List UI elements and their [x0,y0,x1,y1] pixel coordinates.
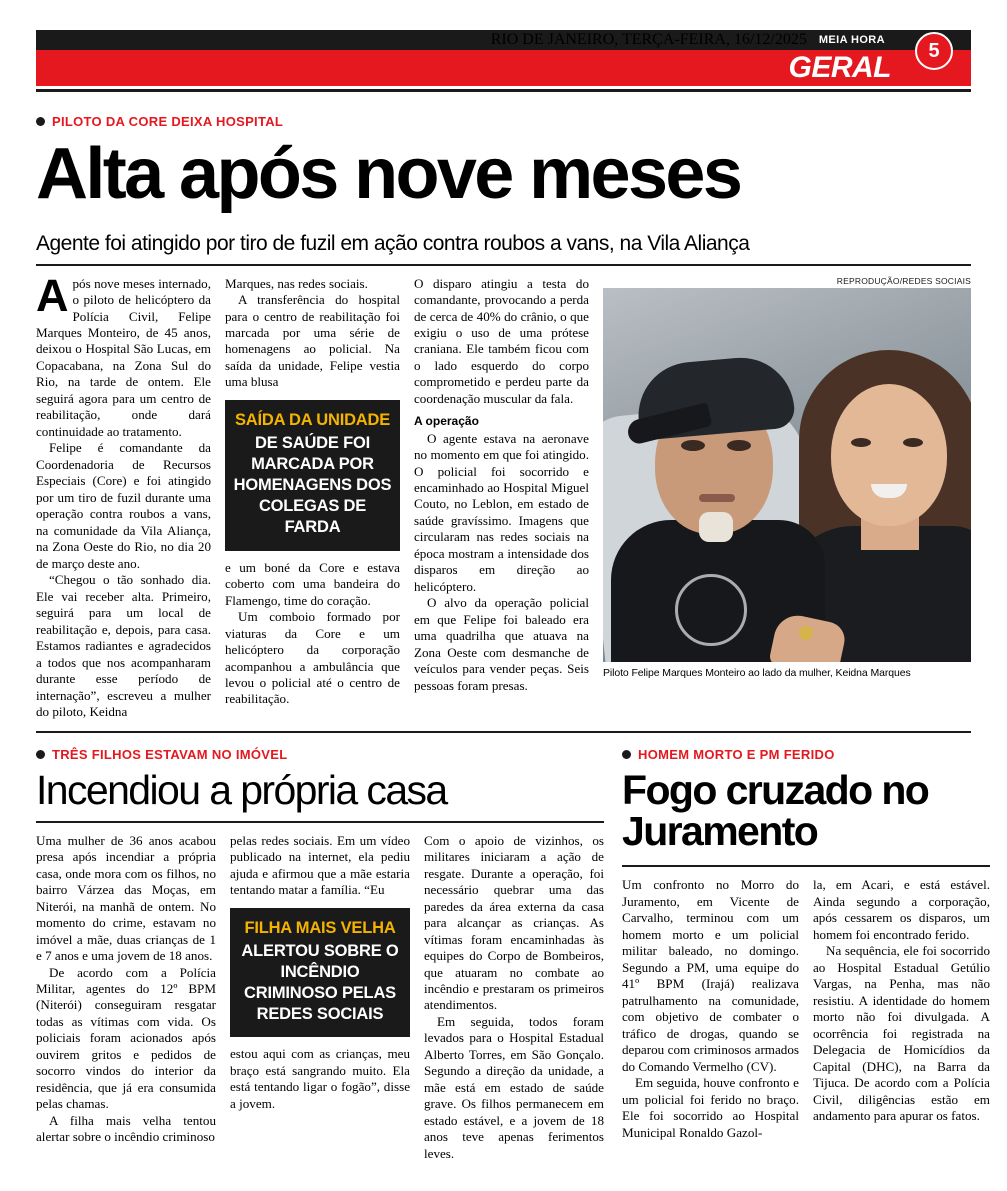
lead-paragraph: Felipe é comandante da Coordenadoria de Recursos Especiais (Core) e foi atingido por um tiro de fuzil durante uma operação contra roubos a vans, na comunidade da Vila Aliança, na Zona Oeste do Rio, no dia 20 de março deste ano. [36,440,211,571]
story2-pull-quote-highlight: FILHA MAIS VELHA [244,918,396,937]
photo-ring [799,626,813,640]
story3-rule [622,865,990,867]
story3-paragraph: Na sequência, ele foi socorrido ao Hospital Estadual Getúlio Vargas, na Penha, mas não resistiu. A identidade do homem morto não foi divulgada. A ocorrência foi registrada na Delegacia de Homicídios da Capital (DHC), na Barra da Tijuca. De acordo com a Polícia Civil, diligências estão em andamento para apurar os fatos. [813,943,990,1124]
story2-columns [36,833,604,1163]
lead-paragraph: O alvo da operação policial em que Felipe foi baleado era uma quadrilha que atuava na Zona Oeste com desmanche de veículos para vender peças. Seis pessoas foram presas. [414,595,589,693]
story2-headline: Incendiou a própria casa [36,766,447,813]
bottom-stories [36,746,990,1163]
lead-columns [36,269,971,721]
photo-shirt-logo [675,574,747,646]
story2-column-2 [230,833,410,1163]
story3-columns [622,877,990,1141]
pull-quote-text: DE SAÚDE FOI MARCADA POR HOMENAGENS DOS COLEGAS DE FARDA [233,434,392,537]
lead-paragraph: O disparo atingiu a testa do comandante, provocando a perda de cerca de 40% do crânio, o que exigiu o uso de uma prótese craniana. Ele também ficou com o lado esquerdo do corpo comprometido e perdeu parte da coordenação muscular da fala. [414,275,589,406]
story2-rule [36,821,604,823]
photo-man-eye-left [681,440,705,451]
story2-kicker [36,747,604,762]
photo-man-mouth [699,494,735,502]
bullet-icon [622,750,631,759]
story3-kicker [622,747,990,762]
story3-paragraph: Um confronto no Morro do Juramento, em Vicente de Carvalho, terminou com um homem morto e um policial militar baleado, no domingo. Segundo a PM, uma equipe do 41º BPM (Irajá) realizava patrulhamento na comunidade, com objetivo de combater o tráfico de drogas, quando se deparou com criminosos armados do Comando Vermelho (CV). [622,877,799,1074]
masthead [36,30,971,92]
lead-paragraph: O agente estava na aeronave no momento em que foi atingido. O policial foi socorrido e encaminhado ao Hospital Miguel Couto, no Leblon, em estado de saúde gravíssimo. Imagens que circularam nas redes sociais na época mostram a intensidade dos disparos em direção ao helicóptero. [414,430,589,594]
photo-caption: Piloto Felipe Marques Monteiro ao lado da mulher, Keidna Marques [603,666,911,679]
pull-quote-highlight: SAÍDA DA UNIDADE [234,410,391,429]
lead-column-2 [225,276,400,721]
lead-story [36,114,971,721]
pull-quote-box [225,400,400,551]
story2-kicker-label: TRÊS FILHOS ESTAVAM NO IMÓVEL [52,746,288,762]
lead-rule [36,264,971,266]
story3-column-2 [813,877,990,1141]
story3-headline: Fogo cruzado no Juramento [622,766,929,855]
story2-pull-quote-box [230,908,410,1038]
story3-paragraph: la, em Acari, e está estável. Ainda segundo a corporação, após cessarem os disparos, um homem foi encontrado ferido. [813,877,990,942]
story-2 [36,747,604,1163]
story2-paragraph: A filha mais velha tentou alertar sobre o incêndio criminoso [36,1112,216,1145]
section-title: GERAL [788,51,891,84]
photo-woman-eye-left [851,438,871,447]
lead-column-1 [36,269,211,721]
page-number-badge: 5 [915,32,953,70]
lead-kicker [36,114,971,129]
story2-paragraph: pelas redes sociais. Em um vídeo publicado na internet, ela pediu ajuda e afirmou que a mãe estaria tentando matar a família. “Eu [230,832,410,898]
lead-paragraph: e um boné da Core e estava coberto com uma bandeira do Flamengo, time do coração. [225,559,400,608]
story-3 [622,747,990,1163]
story3-paragraph: Em seguida, houve confronto e um policial foi ferido no braço. Ele foi socorrido ao Hospital Municipal Ronaldo Gazol- [622,1075,799,1140]
lead-headline: Alta após nove meses [36,134,741,214]
lead-paragraph: Marques, nas redes sociais. [225,275,368,291]
story2-pull-quote-text: ALERTOU SOBRE O INCÊNDIO CRIMINOSO PELAS REDES SOCIAIS [241,941,399,1023]
story2-column-3 [424,833,604,1163]
lead-kicker-label: PILOTO DA CORE DEIXA HOSPITAL [52,114,284,129]
lead-subsection-title: A operação [414,414,479,429]
masthead-rule [36,89,971,92]
story2-paragraph: Com o apoio de vizinhos, os militares iniciaram a ação de resgate. Durante a operação, foi necessário quebrar uma das paredes da área externa da casa para alcançar as crianças. As vítimas foram encaminhadas às equipes do Corpo de Bombeiros, que atuaram no combate ao incêndio e prestaram os primeiros atendimentos. [424,832,604,1013]
story2-column-1 [36,833,216,1163]
masthead-date: RIO DE JANEIRO, TERÇA-FEIRA, 16/12/2025 [490,31,807,48]
story2-paragraph: Em seguida, todos foram levados para o Hospital Estadual Alberto Torres, em São Gonçalo. Segundo a direção da unidade, a mãe está em estado de saúde grave. Os filhos permanecem em estado estável, e a jovem de 18 anos teve apenas ferimentos leves. [424,1013,604,1161]
photo-man-eye-right [727,440,751,451]
bullet-icon [36,750,45,759]
lead-paragraph: “Chegou o tão sonhado dia. Ele vai receber alta. Primeiro, seguirá para um local de reabilitação e, depois, para casa. Estamos radiantes e agradecidos a todos que nos acompanharam durante esse período de internação”, escreveu a mulher do piloto, Keidna [36,572,211,720]
photo-tracheostomy-tube [699,512,733,542]
lead-photo-block [603,276,971,721]
lead-column-3 [414,276,589,721]
newspaper-page [0,30,1007,1191]
story2-paragraph: Uma mulher de 36 anos acabou presa após incendiar a própria casa, onde mora com os filhos, no bairro Várzea das Moças, em Niterói, na manhã de ontem. No momento do crime, estavam no imóvel a mãe, duas crianças de 1 e 7 anos e uma jovem de 18 anos. [36,832,216,964]
photo-woman-eye-right [903,438,923,447]
bullet-icon [36,117,45,126]
section-divider [36,731,971,733]
lead-paragraph: Um comboio formado por viaturas da Core e um helicóptero da corporação acompanhou a ambulância que levou o policial até o centro de reabilitação. [225,609,400,707]
lead-subhead: Agente foi atingido por tiro de fuzil em ação contra roubos a vans, na Vila Aliança [36,231,750,255]
lead-paragraph: Após nove meses internado, o piloto de helicóptero da Polícia Civil, Felipe Marques Monteiro, de 45 anos, deixou o Hospital São Lucas, em Copacabana, na Zona Sul do Rio, na tarde de ontem. Ele seguirá agora para um centro de reabilitação, onde dará continuidade ao tratamento. [36,269,211,439]
story2-paragraph: De acordo com a Polícia Militar, agentes do 12º BPM (Niterói) conseguiram resgatar todas as vítimas com vida. Os policiais foram acionados após ouvirem gritos e pedidos de socorro vindos do interior da residência, que já era consumida pelas chamas. [36,964,216,1112]
masthead-top-bar [36,30,971,50]
masthead-brand: MEIA HORA [818,34,885,46]
photo-credit: REPRODUÇÃO/REDES SOCIAIS [836,275,971,286]
lead-photo [603,288,971,662]
story3-column-1 [622,877,799,1141]
story2-paragraph: estou aqui com as crianças, meu braço está sangrando muito. Ela está tentando ligar o fogão”, disse a jovem. [230,1046,410,1111]
story3-kicker-label: HOMEM MORTO E PM FERIDO [638,746,835,762]
lead-paragraph: A transferência do hospital para o centro de reabilitação foi marcada por uma série de homenagens ao policial. Na saída da unidade, Felipe vestia uma blusa [225,292,400,390]
photo-woman-head [831,384,947,526]
